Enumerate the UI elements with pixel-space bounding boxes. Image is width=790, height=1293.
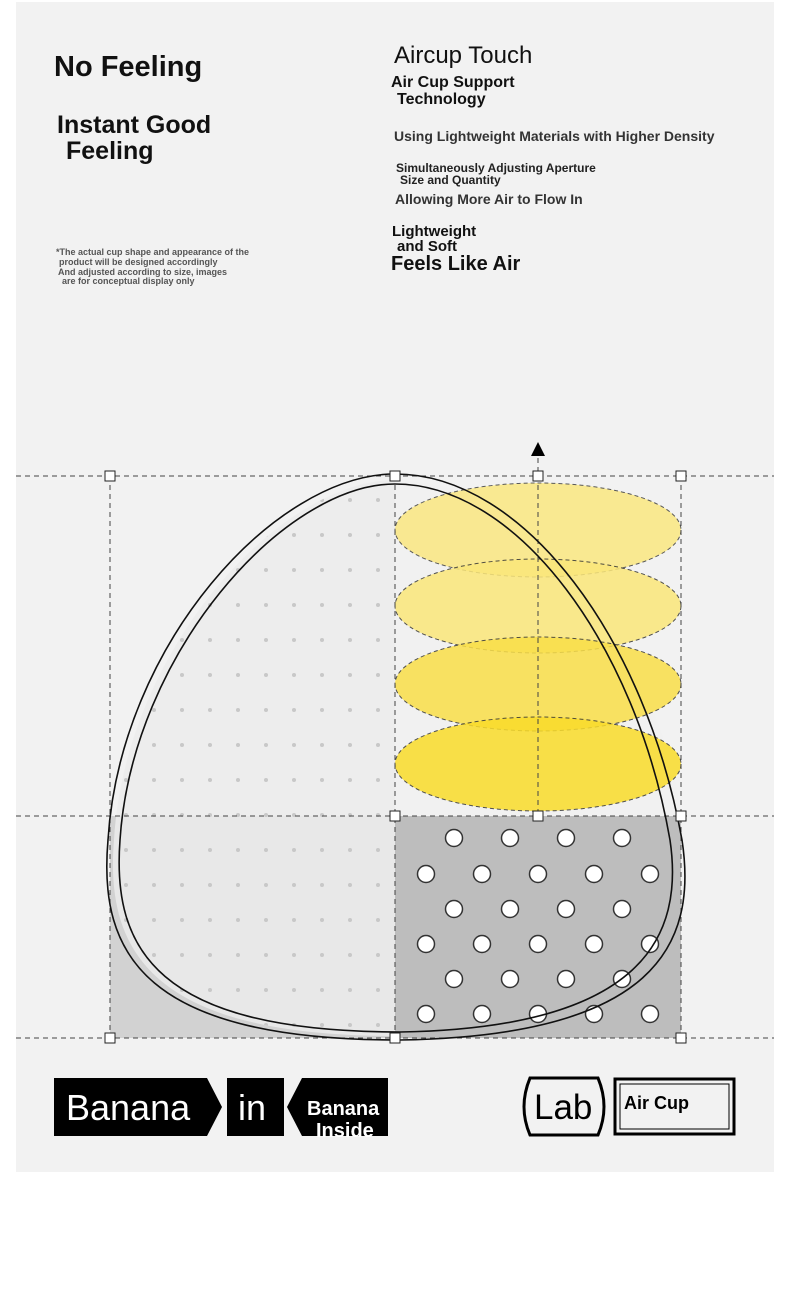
materials-text: Using Lightweight Materials with Higher Density [394, 128, 715, 144]
gray-block-right [395, 816, 681, 1038]
banana-logo: Banana [66, 1087, 191, 1128]
banana-inside-line1: Banana [307, 1098, 380, 1120]
lightweight-line1: Lightweight [392, 223, 477, 240]
feels-like-air: Feels Like Air [391, 253, 521, 275]
lightweight-line2: and Soft [397, 238, 457, 255]
in-logo: in [238, 1087, 267, 1128]
disclaimer-line2: product will be designed accordingly [59, 257, 218, 267]
disclaimer-line4: are for conceptual display only [62, 276, 195, 286]
disclaimer-line3: And adjusted according to size, images [58, 267, 228, 277]
product-title: Aircup Touch [394, 42, 533, 69]
air-cup-logo: Air Cup [624, 1093, 689, 1113]
disclaimer-line1: *The actual cup shape and appearance of the [56, 247, 250, 257]
headline: No Feeling [54, 51, 203, 83]
air-flow-text: Allowing More Air to Flow In [395, 191, 583, 207]
support-line2: Technology [397, 91, 486, 108]
subheadline-line1: Instant Good [57, 111, 212, 139]
subheadline-line2: Feeling [66, 137, 154, 165]
support-line1: Air Cup Support [391, 74, 515, 91]
lab-logo: Lab [534, 1088, 593, 1127]
banana-inside-line2: Inside [316, 1120, 374, 1142]
aperture-line1: Simultaneously Adjusting Aperture [396, 161, 596, 175]
aperture-line2: Size and Quantity [400, 173, 501, 187]
up-arrow-icon [531, 442, 545, 456]
